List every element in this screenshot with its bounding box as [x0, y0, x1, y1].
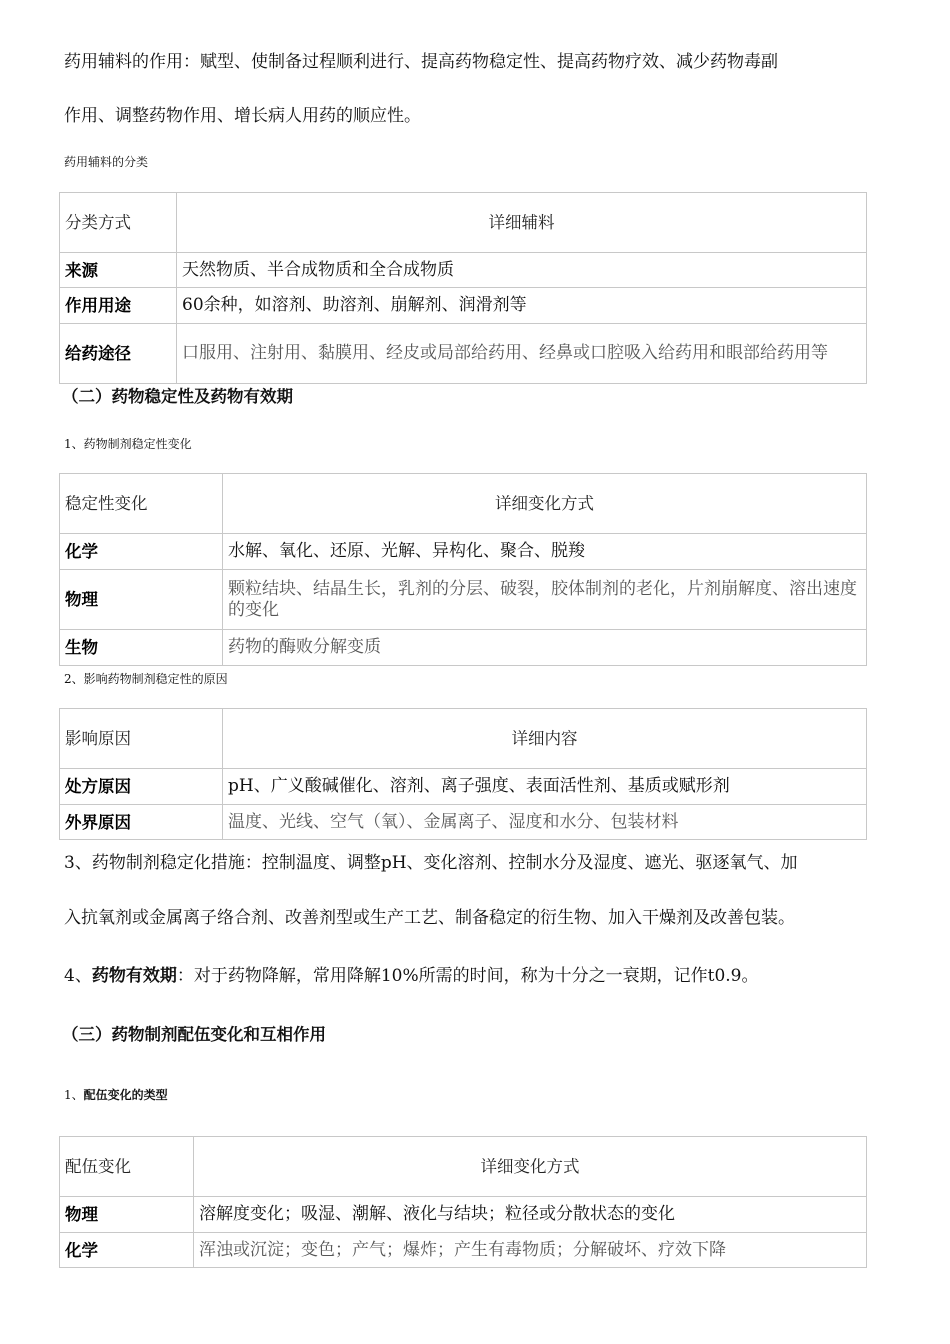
table-row	[60, 534, 867, 570]
measures-line-2: 入抗氧剂或金属离子络合剂、改善剂型或生产工艺、制备稳定的衍生物、加入干燥剂及改善包装。	[64, 908, 795, 928]
header-cell: 详细内容	[223, 709, 867, 769]
table-row	[60, 1233, 867, 1268]
table-row	[60, 253, 867, 288]
table-factors	[59, 708, 867, 840]
validity-text: ：对于药物降解，常用降解10%所需的时间，称为十分之一衰期，记作t0.9。	[176, 966, 759, 986]
row-value: pH、广义酸碱催化、溶剂、离子强度、表面活性剂、基质或赋形剂	[223, 769, 867, 805]
row-label: 外界原因	[60, 805, 223, 840]
row-label: 给药途径	[60, 324, 177, 384]
table-compat	[59, 1136, 867, 1268]
row-label: 作用用途	[60, 288, 177, 324]
row-value: 浑浊或沉淀；变色；产气；爆炸；产生有毒物质；分解破坏、疗效下降	[194, 1233, 867, 1268]
table-header-row	[60, 1137, 867, 1197]
row-value: 水解、氧化、还原、光解、异构化、聚合、脱羧	[223, 534, 867, 570]
table-classify	[59, 192, 867, 384]
table-row	[60, 288, 867, 324]
section-heading-2: （二）药物稳定性及药物有效期	[62, 387, 293, 406]
row-label: 化学	[60, 534, 223, 570]
measures-line-1: 3、药物制剂稳定化措施：控制温度、调整pH、变化溶剂、控制水分及湿度、遮光、驱逐氧气、加	[64, 853, 798, 873]
row-value: 天然物质、半合成物质和全合成物质	[177, 253, 867, 288]
row-label: 化学	[60, 1233, 194, 1268]
caption-factors: 2、影响药物制剂稳定性的原因	[64, 672, 228, 686]
table-row	[60, 324, 867, 384]
table-row	[60, 805, 867, 840]
caption-stability: 1、药物制剂稳定性变化	[64, 437, 192, 451]
caption-classify: 药用辅料的分类	[64, 155, 149, 169]
row-value: 溶解度变化；吸湿、潮解、液化与结块；粒径或分散状态的变化	[194, 1197, 867, 1233]
validity-term: 药物有效期	[91, 966, 177, 986]
header-cell: 详细辅料	[177, 193, 867, 253]
header-cell: 详细变化方式	[223, 474, 867, 534]
header-cell: 详细变化方式	[194, 1137, 867, 1197]
header-cell: 配伍变化	[60, 1137, 194, 1197]
table-row	[60, 570, 867, 630]
row-value: 温度、光线、空气（氧）、金属离子、湿度和水分、包装材料	[223, 805, 867, 840]
section-heading-3: （三）药物制剂配伍变化和互相作用	[62, 1025, 326, 1044]
table-row	[60, 630, 867, 666]
row-value: 颗粒结块、结晶生长，乳剂的分层、破裂，胶体制剂的老化，片剂崩解度、溶出速度的变化	[223, 570, 867, 630]
caption-compat	[64, 1087, 168, 1103]
row-label: 来源	[60, 253, 177, 288]
row-label: 生物	[60, 630, 223, 666]
header-cell: 稳定性变化	[60, 474, 223, 534]
row-value: 口服用、注射用、黏膜用、经皮或局部给药用、经鼻或口腔吸入给药用和眼部给药用等	[177, 324, 867, 384]
validity-prefix: 4、	[64, 966, 92, 986]
table-row	[60, 769, 867, 805]
row-label: 物理	[60, 1197, 194, 1233]
header-cell: 影响原因	[60, 709, 223, 769]
caption-compat-prefix: 1、	[64, 1088, 84, 1102]
table-row	[60, 1197, 867, 1233]
caption-compat-text: 配伍变化的类型	[83, 1088, 168, 1102]
row-label: 处方原因	[60, 769, 223, 805]
validity-line	[64, 966, 758, 986]
table-header-row	[60, 193, 867, 253]
intro-line-1: 药用辅料的作用：赋型、使制备过程顺利进行、提高药物稳定性、提高药物疗效、减少药物毒副	[64, 52, 778, 72]
header-cell: 分类方式	[60, 193, 177, 253]
table-header-row	[60, 709, 867, 769]
row-label: 物理	[60, 570, 223, 630]
table-stability	[59, 473, 867, 666]
intro-line-2: 作用、调整药物作用、增长病人用药的顺应性。	[64, 106, 421, 126]
row-value: 药物的酶败分解变质	[223, 630, 867, 666]
table-header-row	[60, 474, 867, 534]
row-value: 60余种，如溶剂、助溶剂、崩解剂、润滑剂等	[177, 288, 867, 324]
